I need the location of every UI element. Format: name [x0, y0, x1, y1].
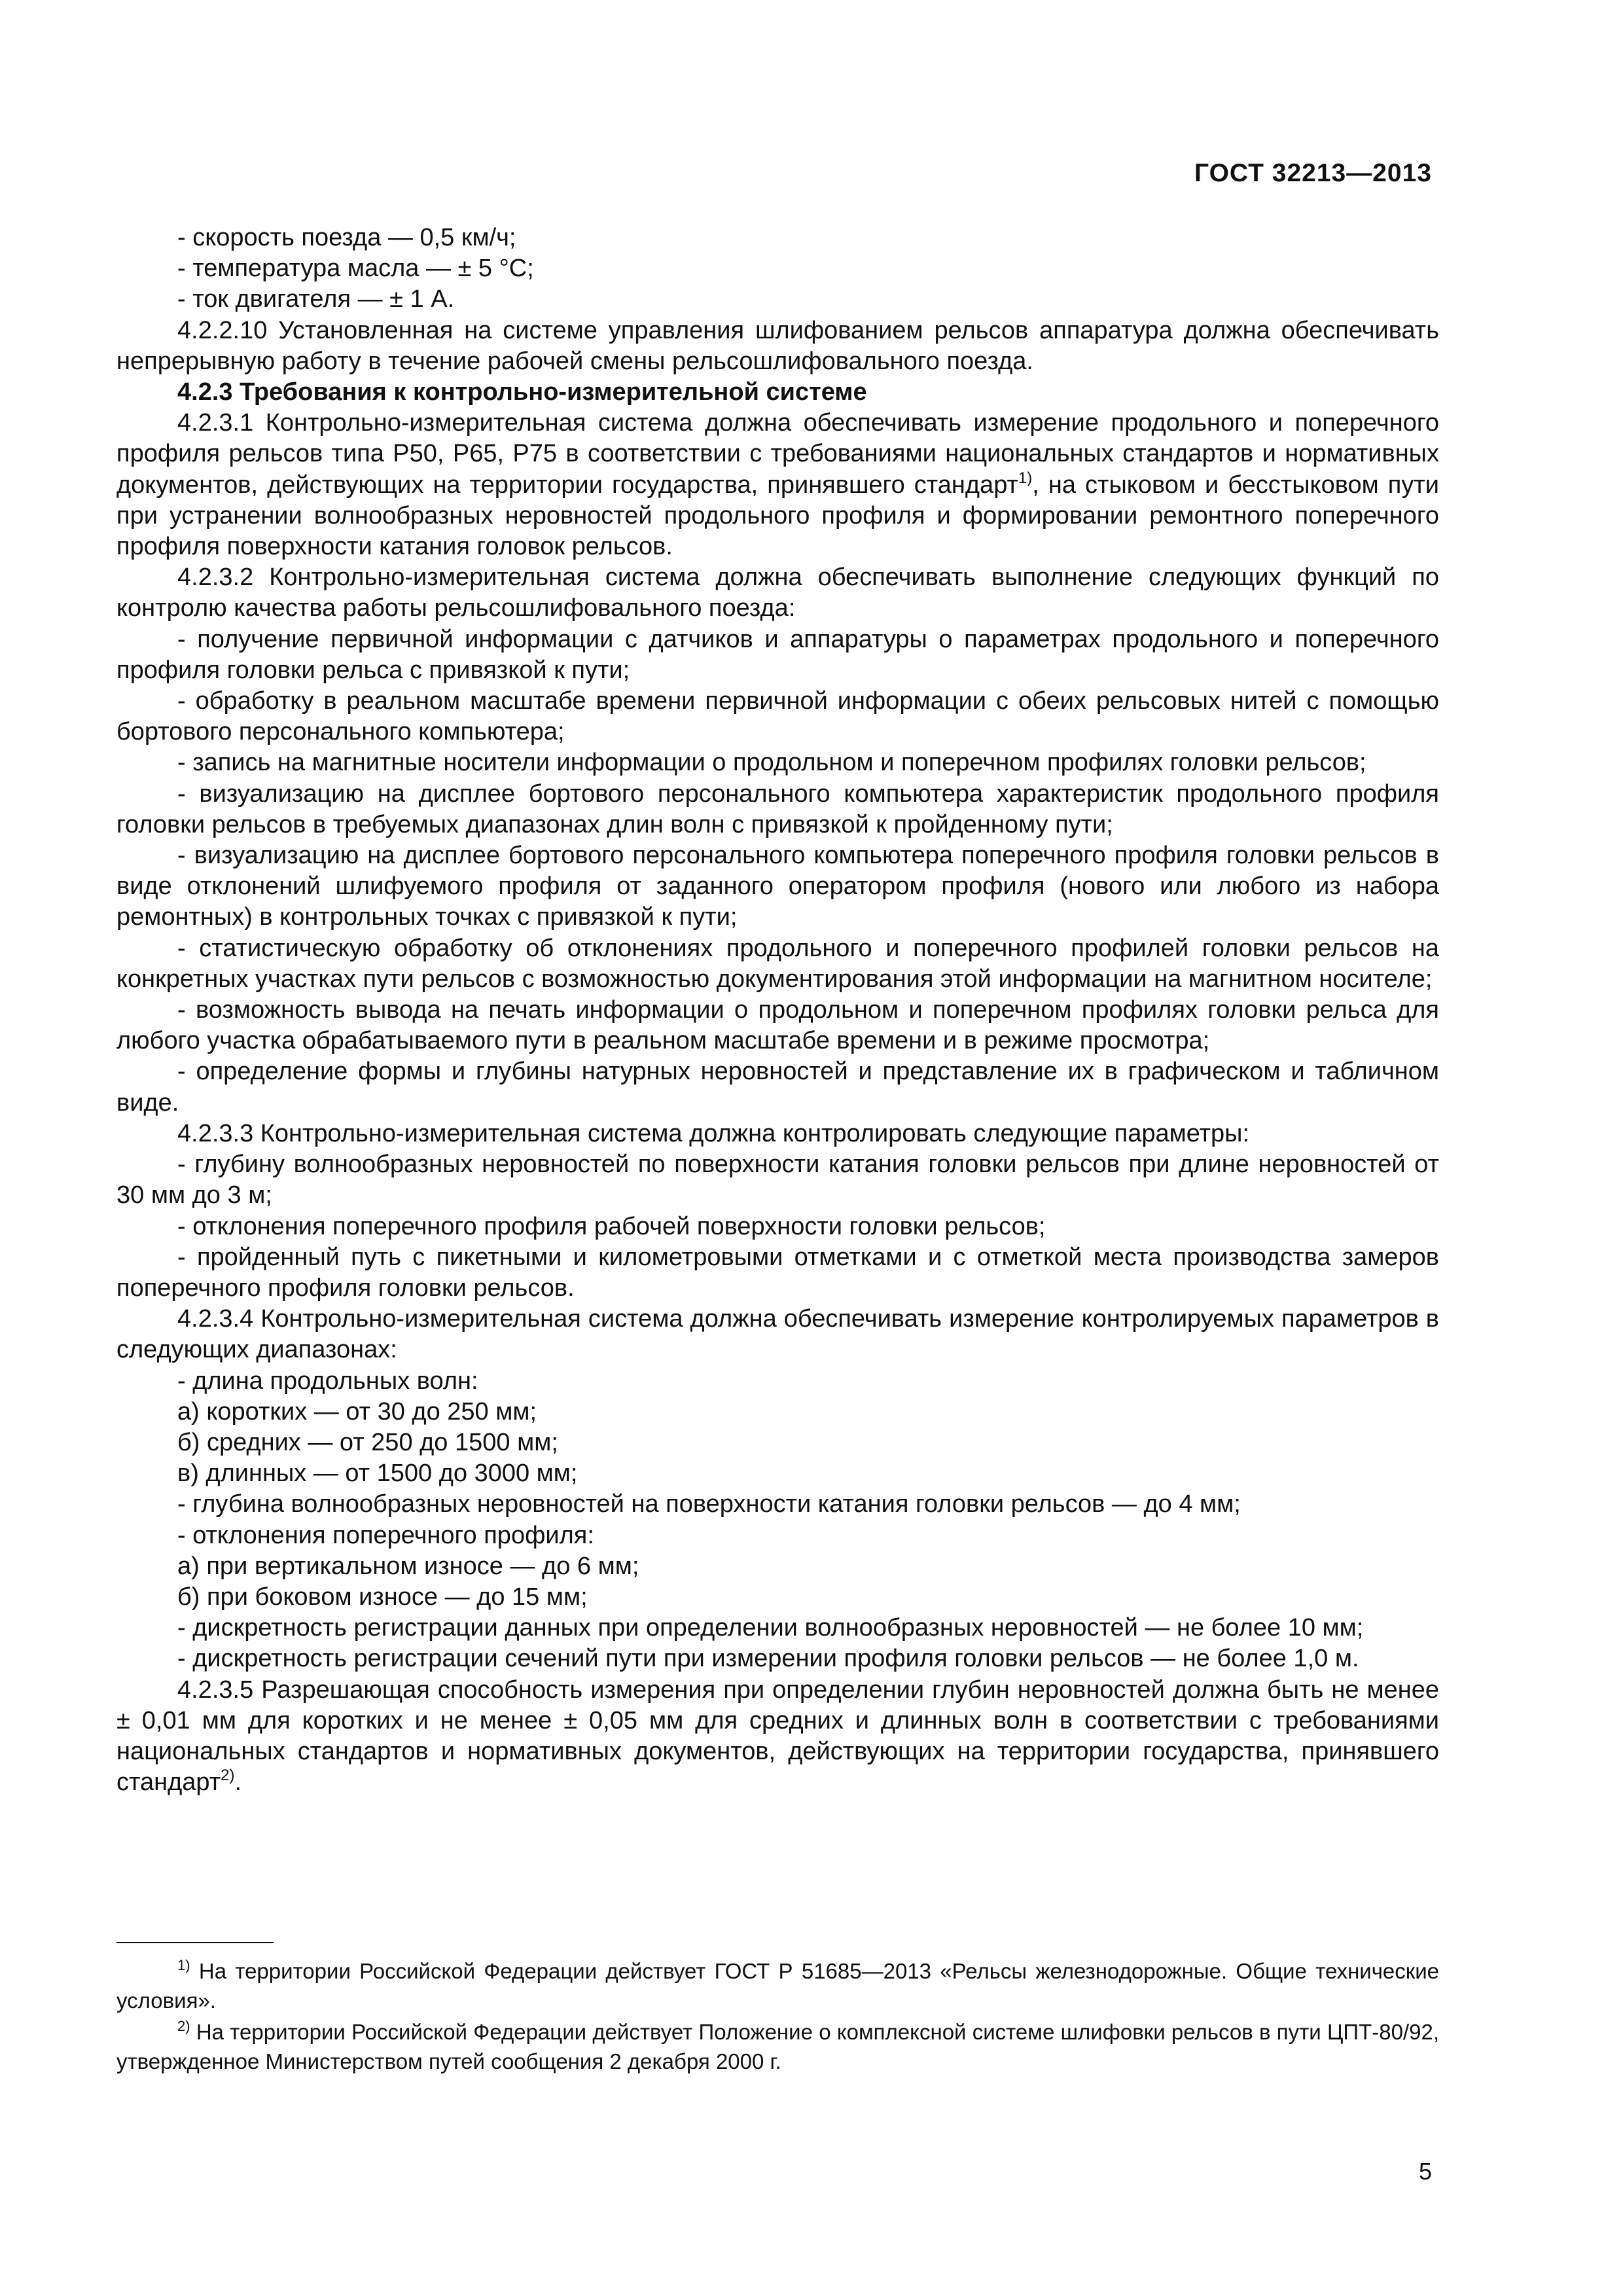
body-text	[116, 223, 1439, 1798]
page-number: 5	[1418, 2158, 1432, 2185]
footnote-mark: 2)	[177, 2018, 190, 2035]
list-item: а) при вертикальном износе — до 6 мм;	[177, 1552, 639, 1580]
section-heading-4-2-3: 4.2.3 Требования к контрольно-измерительной системе	[177, 378, 867, 406]
clause-4-2-3-3: 4.2.3.3 Контрольно-измерительная система должна контролировать следующие параметры:	[177, 1119, 1250, 1147]
footnote-ref-2: 2)	[221, 1767, 235, 1785]
list-item: - визуализацию на дисплее бортового персонального компьютера характеристик продольного профиля головки рельсов в требуемых диапазонах длин волн с привязкой к пройденному пути;	[116, 780, 1439, 838]
list-item: - возможность вывода на печать информации о продольном и поперечном профилях головки рельса для любого участка обрабатываемого пути в реальном масштабе времени и в режиме просмотра;	[116, 996, 1439, 1055]
list-item: - пройденный путь с пикетными и километровыми отметками и с отметкой места производства замеров поперечного профиля головки рельсов.	[116, 1243, 1439, 1302]
list-item: - глубину волнообразных неровностей по поверхности катания головки рельсов при длине неровностей от 30 мм до 3 м;	[116, 1151, 1439, 1210]
list-item: - ток двигателя — ± 1 А.	[177, 285, 455, 314]
footnote-mark: 1)	[177, 1957, 190, 1973]
clause-text: .	[234, 1768, 242, 1797]
list-item: - запись на магнитные носители информации о продольном и поперечном профилях головки рельсов;	[177, 749, 1366, 777]
list-item: а) коротких — от 30 до 250 мм;	[177, 1397, 537, 1426]
list-item: - скорость поезда — 0,5 км/ч;	[177, 224, 516, 251]
clause-4-2-3-4: 4.2.3.4 Контрольно-измерительная система должна обеспечивать измерение контролируемых параметров в следующих диапазонах:	[116, 1305, 1439, 1364]
clause-text: , на стыковом и бесстыковом пути при устранении волнообразных неровностей продольного профиля и формировании ремонтного поперечного профиля поверхности катания головок рельсов.	[116, 471, 1440, 561]
footnote-ref-1: 1)	[1018, 469, 1033, 487]
clause-4-2-3-5	[116, 1675, 1439, 1799]
list-item: б) средних — от 250 до 1500 мм;	[177, 1428, 558, 1456]
list-item: - статистическую обработку об отклонениях продольного и поперечного профилей головки рельсов на конкретных участках пути рельсов с возможностью документирования этой информации на магнитном носителе;	[116, 934, 1439, 993]
list-item: - дискретность регистрации сечений пути при измерении профиля головки рельсов — не более 1,0 м.	[177, 1645, 1359, 1673]
clause-4-2-3-1	[116, 408, 1439, 562]
footnotes	[116, 1957, 1439, 2079]
list-item: - определение формы и глубины натурных неровностей и представление их в графическом и табличном виде.	[116, 1058, 1439, 1117]
list-item: - обработку в реальном масштабе времени первичной информации с обеих рельсовых нитей с помощью бортового персонального компьютера;	[116, 687, 1439, 746]
footnote-separator	[116, 1942, 274, 1943]
clause-text: 4.2.3.5 Разрешающая способность измерения при определении глубин неровностей должна быть не менее ± 0,01 мм для коротких и не менее ± 0,05 мм для средних и длинных волн в соответствии с требованиями национальных стандартов и нормативных документов, действующих на территории государства, принявшего стандарт	[116, 1676, 1439, 1797]
footnote-2	[116, 2018, 1439, 2076]
footnote-text: На территории Российской Федерации действует Положение о комплексной системе шлифовки рельсов в пути ЦПТ-80/92, утвержденное Министерством путей сообщения 2 декабря 2000 г.	[116, 2020, 1440, 2073]
list-item: - температура масла — ± 5 °С;	[177, 255, 534, 283]
list-item: б) при боковом износе — до 15 мм;	[177, 1583, 588, 1611]
footnote-1	[116, 1957, 1439, 2015]
clause-4-2-2-10: 4.2.2.10 Установленная на системе управления шлифованием рельсов аппаратура должна обеспечивать непрерывную работу в течение рабочей смены рельсошлифовального поезда.	[116, 316, 1439, 375]
list-item: - отклонения поперечного профиля:	[177, 1521, 594, 1549]
document-header-id: ГОСТ 32213—2013	[1194, 159, 1432, 187]
list-item: в) длинных — от 1500 до 3000 мм;	[177, 1460, 578, 1488]
list-item: - глубина волнообразных неровностей на поверхности катания головки рельсов — до 4 мм;	[177, 1490, 1241, 1518]
clause-4-2-3-2: 4.2.3.2 Контрольно-измерительная система должна обеспечивать выполнение следующих функций по контролю качества работы рельсошлифовального поезда:	[116, 564, 1439, 622]
footnote-text: На территории Российской Федерации действует ГОСТ Р 51685—2013 «Рельсы железнодорожные. Общие технические условия».	[116, 1959, 1439, 2013]
list-item: - получение первичной информации с датчиков и аппаратуры о параметрах продольного и поперечного профиля головки рельса с привязкой к пути;	[116, 625, 1439, 684]
list-item: - визуализацию на дисплее бортового персонального компьютера поперечного профиля головки рельсов в виде отклонений шлифуемого профиля от заданного оператором профиля (нового или любого из набора ремонтных) в контрольных точках с привязкой к пути;	[116, 842, 1439, 931]
clause-text: 4.2.3.1 Контрольно-измерительная система должна обеспечивать измерение продольного и поперечного профиля рельсов типа Р50, Р65, Р75 в соответствии с требованиями национальных стандартов и нормативных документов, действующих на территории государства, принявшего стандарт	[116, 409, 1439, 499]
list-item: - дискретность регистрации данных при определении волнообразных неровностей — не более 10 мм;	[177, 1614, 1364, 1642]
list-item: - отклонения поперечного профиля рабочей поверхности головки рельсов;	[177, 1212, 1046, 1240]
list-item: - длина продольных волн:	[177, 1367, 478, 1395]
